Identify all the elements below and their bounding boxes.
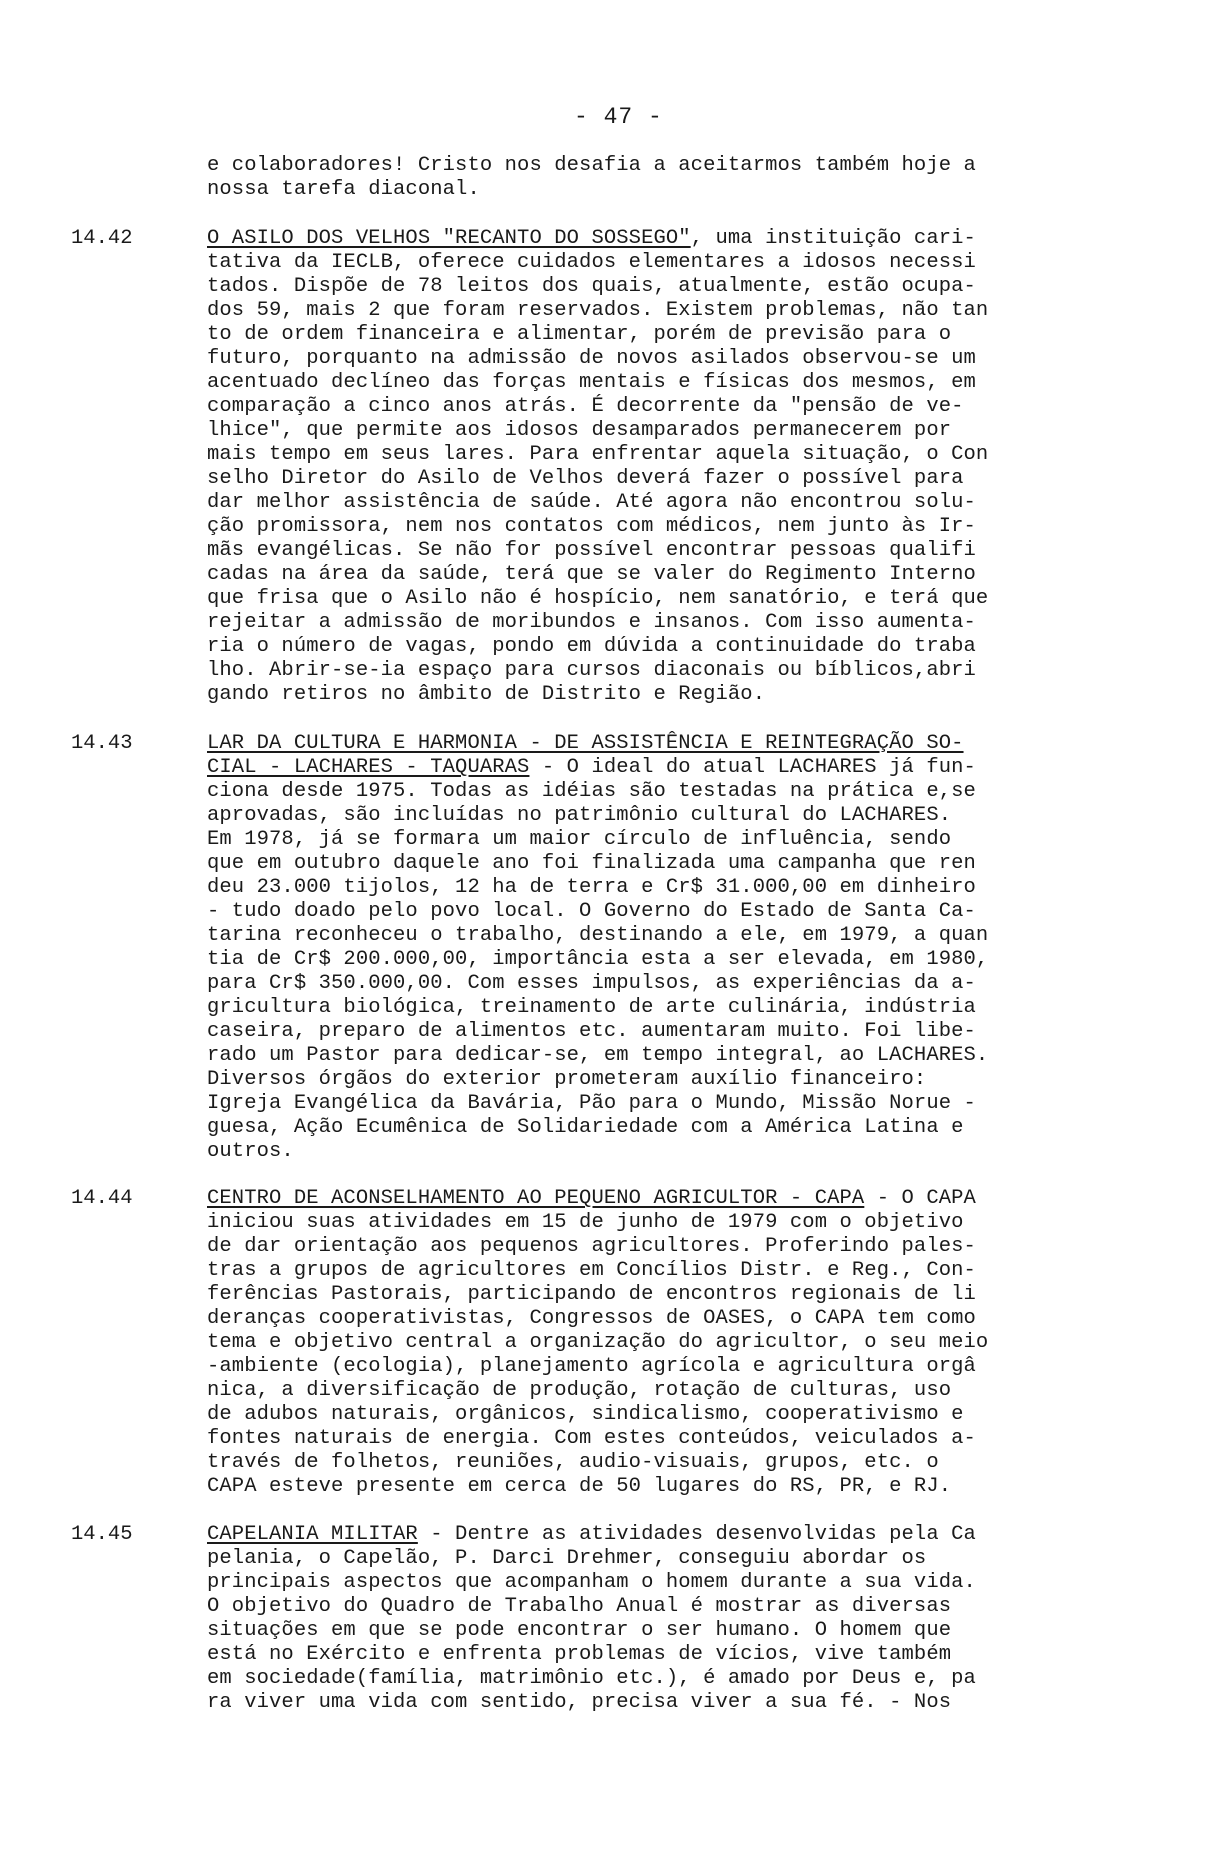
section-14-43: [71, 732, 1127, 1164]
paragraph-line: O objetivo do Quadro de Trabalho Anual é mostrar as diversas: [207, 1595, 952, 1618]
paragraph-line: deranças cooperativistas, Congressos de OASES, o CAPA tem como: [207, 1307, 976, 1330]
paragraph-line: para Cr$ 350.000,00. Com esses impulsos, as experiências da a-: [207, 972, 976, 995]
paragraph-line: fontes naturais de energia. Com estes conteúdos, veiculados a-: [207, 1427, 976, 1450]
paragraph-line: em sociedade(família, matrimônio etc.), é amado por Deus e, pa: [207, 1667, 976, 1690]
paragraph-line: tema e objetivo central a organização do agricultor, o seu meio: [207, 1331, 989, 1354]
paragraph-line: futuro, porquanto na admissão de novos asilados observou-se um: [207, 347, 976, 370]
paragraph-line: tarina reconheceu o trabalho, destinando a ele, em 1979, a quan: [207, 924, 989, 947]
section-first-line-rest: - Dentre as atividades desenvolvidas pela Ca: [417, 1523, 976, 1546]
paragraph-line: acentuado declíneo das forças mentais e físicas dos mesmos, em: [207, 371, 976, 394]
paragraph-line: -ambiente (ecologia), planejamento agrícola e agricultura orgâ: [207, 1355, 976, 1378]
paragraph-line: ra viver uma vida com sentido, precisa viver a sua fé. - Nos: [207, 1691, 952, 1714]
paragraph-line: que frisa que o Asilo não é hospício, nem sanatório, e terá que: [207, 587, 989, 610]
section-second-line-rest: - O ideal do atual LACHARES já fun-: [529, 756, 976, 779]
paragraph-line: situações em que se pode encontrar o ser humano. O homem que: [207, 1619, 952, 1642]
section-14-44: [71, 1187, 1127, 1499]
paragraph-line: deu 23.000 tijolos, 12 ha de terra e Cr$ 31.000,00 em dinheiro: [207, 876, 976, 899]
paragraph-line: principais aspectos que acompanham o homem durante a sua vida.: [207, 1571, 976, 1594]
paragraph-line: tras a grupos de agricultores em Concílios Distr. e Reg., Con-: [207, 1259, 976, 1282]
section-14-45: [71, 1523, 1127, 1715]
paragraph-line: rado um Pastor para dedicar-se, em tempo integral, ao LACHARES.: [207, 1044, 989, 1067]
section-number: 14.42: [71, 227, 133, 250]
section-title: CAPELANIA MILITAR: [207, 1523, 418, 1546]
paragraph-line: - tudo doado pelo povo local. O Governo do Estado de Santa Ca-: [207, 900, 976, 923]
paragraph-line: Diversos órgãos do exterior prometeram auxílio financeiro:: [207, 1068, 927, 1091]
paragraph-line: iniciou suas atividades em 15 de junho de 1979 com o objetivo: [207, 1211, 964, 1234]
paragraph-line: comparação a cinco anos atrás. É decorrente da "pensão de ve-: [207, 395, 964, 418]
paragraph-line: dar melhor assistência de saúde. Até agora não encontrou solu-: [207, 491, 976, 514]
section-title-line: [207, 732, 1127, 756]
section-second-line: [207, 756, 1127, 780]
paragraph-line: de dar orientação aos pequenos agricultores. Proferindo pales-: [207, 1235, 976, 1258]
paragraph-line: selho Diretor do Asilo de Velhos deverá fazer o possível para: [207, 467, 964, 490]
paragraph-line: gando retiros no âmbito de Distrito e Região.: [207, 683, 766, 706]
section-title: CENTRO DE ACONSELHAMENTO AO PEQUENO AGRICULTOR - CAPA: [207, 1187, 865, 1210]
paragraph-line: tia de Cr$ 200.000,00, importância esta a ser elevada, em 1980,: [207, 948, 989, 971]
paragraph-line: mãs evangélicas. Se não for possível encontrar pessoas qualifi: [207, 539, 976, 562]
paragraph-line: ciona desde 1975. Todas as idéias são testadas na prática e,se: [207, 780, 976, 803]
paragraph-line: gricultura biológica, treinamento de arte culinária, indústria: [207, 996, 976, 1019]
section-number: 14.45: [71, 1523, 133, 1546]
section-first-line: [207, 227, 1127, 251]
paragraph-line: guesa, Ação Ecumênica de Solidariedade com a América Latina e: [207, 1116, 964, 1139]
paragraph-line: ferências Pastorais, participando de encontros regionais de li: [207, 1283, 976, 1306]
paragraph-line: pelania, o Capelão, P. Darci Drehmer, conseguiu abordar os: [207, 1547, 927, 1570]
paragraph-line: aprovadas, são incluídas no patrimônio cultural do LACHARES.: [207, 804, 952, 827]
paragraph-line: CAPA esteve presente em cerca de 50 lugares do RS, PR, e RJ.: [207, 1475, 952, 1498]
paragraph-line: lhice", que permite aos idosos desamparados permanecerem por: [207, 419, 952, 442]
paragraph-line: dos 59, mais 2 que foram reservados. Existem problemas, não tan: [207, 299, 989, 322]
paragraph-line: outros.: [207, 1140, 294, 1163]
section-first-line-rest: , uma instituição cari-: [690, 227, 976, 250]
paragraph-line: través de folhetos, reuniões, audio-visuais, grupos, etc. o: [207, 1451, 939, 1474]
section-number: 14.44: [71, 1187, 133, 1210]
paragraph-line: que em outubro daquele ano foi finalizada uma campanha que ren: [207, 852, 976, 875]
paragraph-line: to de ordem financeira e alimentar, porém de previsão para o: [207, 323, 952, 346]
section-first-line: [207, 1187, 1127, 1211]
intro-paragraph: [207, 154, 1127, 202]
section-title: O ASILO DOS VELHOS "RECANTO DO SOSSEGO": [207, 227, 691, 250]
paragraph-line: Igreja Evangélica da Bavária, Pão para o Mundo, Missão Norue -: [207, 1092, 976, 1115]
section-title: LAR DA CULTURA E HARMONIA - DE ASSISTÊNCIA E REINTEGRAÇÃO SO-: [207, 732, 964, 755]
paragraph-line: está no Exército e enfrenta problemas de vícios, vive também: [207, 1643, 952, 1666]
paragraph-line: lho. Abrir-se-ia espaço para cursos diaconais ou bíblicos,abri: [207, 659, 976, 682]
section-first-line-rest: - O CAPA: [864, 1187, 976, 1210]
section-number: 14.43: [71, 732, 133, 755]
section-first-line: [207, 1523, 1127, 1547]
paragraph-line: cadas na área da saúde, terá que se valer do Regimento Interno: [207, 563, 976, 586]
paragraph-line: caseira, preparo de alimentos etc. aumentaram muito. Foi libe-: [207, 1020, 976, 1043]
intro-line: nossa tarefa diaconal.: [207, 178, 480, 201]
paragraph-line: rejeitar a admissão de moribundos e insanos. Com isso aumenta-: [207, 611, 976, 634]
paragraph-line: tados. Dispõe de 78 leitos dos quais, atualmente, estão ocupa-: [207, 275, 976, 298]
paragraph-line: ção promissora, nem nos contatos com médicos, nem junto às Ir-: [207, 515, 976, 538]
intro-line: e colaboradores! Cristo nos desafia a aceitarmos também hoje a: [207, 154, 976, 177]
section-14-42: [71, 227, 1127, 707]
section-title-continued: CIAL - LACHARES - TAQUARAS: [207, 756, 530, 779]
paragraph-line: mais tempo em seus lares. Para enfrentar aquela situação, o Con: [207, 443, 989, 466]
paragraph-line: nica, a diversificação de produção, rotação de culturas, uso: [207, 1379, 952, 1402]
paragraph-line: Em 1978, já se formara um maior círculo de influência, sendo: [207, 828, 952, 851]
paragraph-line: ria o número de vagas, pondo em dúvida a continuidade do traba: [207, 635, 976, 658]
paragraph-line: de adubos naturais, orgânicos, sindicalismo, cooperativismo e: [207, 1403, 964, 1426]
paragraph-line: tativa da IECLB, oferece cuidados elementares a idosos necessi: [207, 251, 976, 274]
page-number: - 47 -: [574, 104, 663, 130]
